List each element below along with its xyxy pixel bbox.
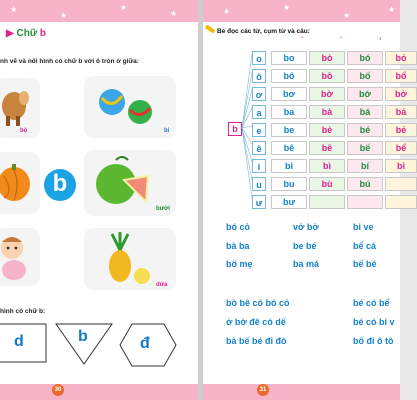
sentence: bò bê có bó cỏ bbox=[226, 298, 290, 308]
syllable-cell: bờ bbox=[309, 87, 345, 101]
syllable-cell: bê bbox=[271, 141, 307, 155]
picture-card-cow[interactable] bbox=[0, 78, 40, 138]
vowel-cell: u bbox=[252, 177, 266, 191]
picture-card-marbles[interactable] bbox=[84, 76, 176, 138]
star-icon: ★ bbox=[343, 11, 351, 20]
syllable-cell: bà bbox=[309, 105, 345, 119]
syllable-cell: bò bbox=[309, 51, 345, 65]
sentence: ở bờ đê có dế bbox=[226, 317, 286, 327]
lesson-title-prefix: Chữ bbox=[16, 28, 38, 39]
syllable-cell: bồ bbox=[309, 69, 345, 83]
syllable-cell: bo bbox=[271, 51, 307, 65]
syllable-cell: bư bbox=[271, 195, 307, 209]
syllable-cell bbox=[385, 177, 417, 191]
marbles-icon bbox=[84, 76, 176, 138]
phrase: bi ve bbox=[353, 222, 374, 232]
card-label: bưởi bbox=[156, 206, 170, 212]
vowel-cell: ê bbox=[252, 141, 266, 155]
phrase: bể cá bbox=[353, 241, 377, 251]
syllable-cell: bẻ bbox=[385, 123, 417, 137]
syllable-cell: bé bbox=[347, 123, 383, 137]
syllable-cell: bề bbox=[309, 141, 345, 155]
star-icon: ★ bbox=[223, 7, 231, 16]
page-number: 30 bbox=[52, 384, 64, 396]
vowel-cell: e bbox=[252, 123, 266, 137]
phrase: bố mẹ bbox=[226, 259, 253, 269]
square-shape[interactable] bbox=[0, 322, 54, 366]
syllable-cell bbox=[385, 195, 417, 209]
bottom-decor-band bbox=[0, 384, 198, 400]
tone-header: ´ bbox=[340, 36, 343, 45]
phrase: bó cỏ bbox=[226, 222, 250, 232]
shape-letter: đ bbox=[140, 335, 150, 352]
vowel-cell: a bbox=[252, 105, 266, 119]
syllable-cell: bí bbox=[347, 159, 383, 173]
syllable-cell: bố bbox=[347, 69, 383, 83]
syllable-cell: bù bbox=[309, 177, 345, 191]
lesson-title-letter: b bbox=[39, 28, 46, 39]
bottom-decor-band bbox=[203, 384, 400, 400]
phrase: bế bé bbox=[353, 259, 377, 269]
lesson-title bbox=[6, 28, 46, 39]
sentence: bố đi ô tô bbox=[353, 336, 394, 346]
instruction-text: nh vẽ và nối hình có chữ b với ô tròn ở giữa: bbox=[0, 58, 139, 65]
tone-header: ʼ bbox=[379, 36, 382, 45]
picture-card-baby[interactable] bbox=[0, 228, 40, 286]
star-icon: ★ bbox=[388, 5, 396, 14]
syllable-cell: bả bbox=[385, 105, 417, 119]
syllable-cell: bè bbox=[309, 123, 345, 137]
syllable-cell: bở bbox=[385, 87, 417, 101]
instruction-text-2: hình có chữ b: bbox=[0, 308, 46, 315]
vowel-cell: ô bbox=[252, 69, 266, 83]
syllable-cell: ba bbox=[271, 105, 307, 119]
right-page bbox=[203, 0, 407, 400]
star-icon: ★ bbox=[170, 9, 178, 18]
pumpkin-icon bbox=[0, 152, 40, 214]
picture-card-pumpkin[interactable] bbox=[0, 152, 40, 214]
syllable-cell bbox=[309, 195, 345, 209]
syllable-cell: bó bbox=[347, 51, 383, 65]
top-decor-band bbox=[0, 0, 198, 22]
top-decor-band bbox=[203, 0, 400, 22]
sentence: bé có bể bbox=[353, 298, 390, 308]
pineapple-icon bbox=[84, 228, 176, 290]
star-icon: ★ bbox=[283, 3, 291, 12]
syllable-cell: bi bbox=[271, 159, 307, 173]
phrase: vở bở bbox=[293, 222, 319, 232]
reading-title: Bé đọc các từ, cụm từ và câu: bbox=[217, 28, 310, 35]
star-icon: ★ bbox=[10, 5, 18, 14]
sentence: bé có bi v bbox=[353, 317, 395, 327]
card-label: dứa bbox=[156, 282, 168, 288]
page-number: 31 bbox=[257, 384, 269, 396]
syllable-cell: bu bbox=[271, 177, 307, 191]
star-icon: ★ bbox=[60, 11, 68, 20]
syllable-cell: bú bbox=[347, 177, 383, 191]
syllable-cell: bế bbox=[347, 141, 383, 155]
syllable-cell: bổ bbox=[385, 69, 417, 83]
syllable-cell: bô bbox=[271, 69, 307, 83]
center-letter-circle[interactable]: b bbox=[44, 169, 76, 201]
card-label: bò bbox=[20, 128, 28, 134]
syllable-cell: be bbox=[271, 123, 307, 137]
pencil-icon bbox=[205, 24, 215, 33]
vowel-cell: o bbox=[252, 51, 266, 65]
phrase: be bé bbox=[293, 241, 317, 251]
shape-letter: d bbox=[14, 333, 24, 350]
card-label: bi bbox=[164, 128, 170, 134]
tone-header: ` bbox=[301, 36, 304, 45]
left-page bbox=[0, 0, 198, 400]
sentence: bà bế bé đi đò bbox=[226, 336, 287, 346]
picture-card-pomelo[interactable] bbox=[84, 150, 176, 216]
baby-icon bbox=[0, 228, 40, 286]
syllable-cell: bì bbox=[309, 159, 345, 173]
base-letter-box: b bbox=[228, 122, 242, 136]
syllable-cell: bỏ bbox=[385, 51, 417, 65]
picture-card-pineapple[interactable] bbox=[84, 228, 176, 290]
syllable-cell: bơ bbox=[271, 87, 307, 101]
syllable-cell bbox=[347, 195, 383, 209]
syllable-cell: bớ bbox=[347, 87, 383, 101]
vowel-cell: i bbox=[252, 159, 266, 173]
syllable-cell: bỉ bbox=[385, 159, 417, 173]
phrase: bà ba bbox=[226, 241, 250, 251]
shape-letter: b bbox=[78, 328, 88, 345]
arrow-icon: ▶ bbox=[6, 28, 14, 39]
syllable-cell: bá bbox=[347, 105, 383, 119]
syllable-cell: bể bbox=[385, 141, 417, 155]
vowel-cell: ơ bbox=[252, 87, 266, 101]
phrase: ba má bbox=[293, 259, 320, 269]
vowel-cell: ư bbox=[252, 195, 266, 209]
star-icon: ★ bbox=[120, 3, 128, 12]
